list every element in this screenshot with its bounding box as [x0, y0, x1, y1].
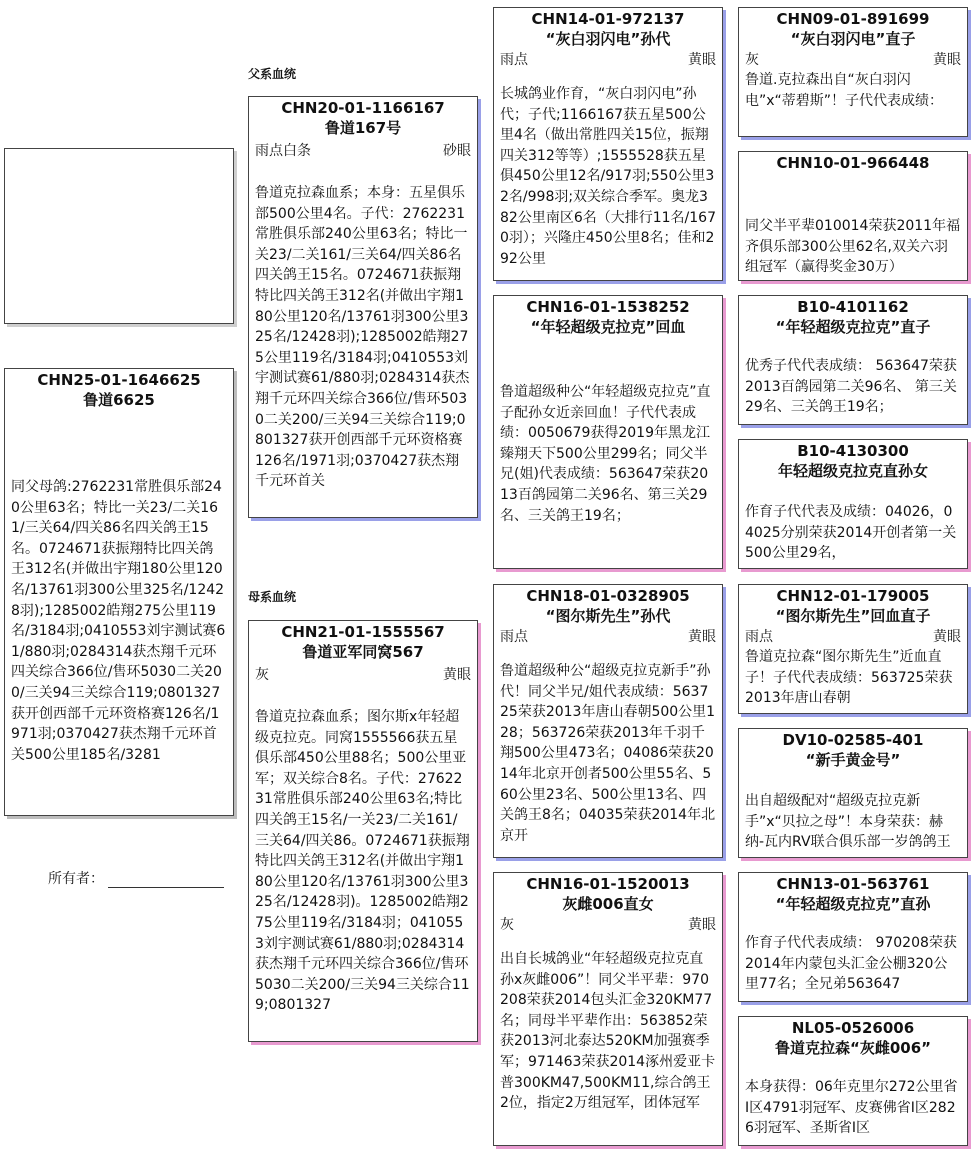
gg7-ring: CHN13-01-563761 [776, 875, 930, 893]
gg2-desc: 同父半平辈010014荣获2011年福齐俱乐部300公里62名,双关六羽组冠军（赢得奖金30万） [745, 218, 961, 276]
sire-dam-card [493, 295, 723, 569]
gg3-ring: B10-4101162 [797, 298, 909, 316]
sire-sire-ring: CHN14-01-972137 [531, 10, 685, 28]
dam-sire-card [493, 584, 723, 858]
dam-sire-eye: 黄眼 [688, 629, 716, 645]
gg7-desc: 作育子代代表成绩： 970208荣获2014年内蒙包头汇金公棚320公里77名；全兄弟563647 [745, 935, 957, 993]
gg5-desc: 鲁道克拉森“图尔斯先生”近血直子！子代代表成绩：563725荣获2013年唐山春朝 [745, 649, 953, 707]
gg1-desc: 鲁道.克拉森出自“灰白羽闪电”x“蒂碧斯”！子代代表成绩： [745, 72, 944, 109]
great-grandparent-card-5 [738, 584, 968, 714]
gg5-eye: 黄眼 [933, 629, 961, 645]
gg6-desc: 出自超级配对“超级克拉克新手”x“贝拉之母”！本身荣获：赫纳-瓦内RV联合俱乐部一岁鸽鸽王 [745, 793, 951, 851]
dam-dam-desc: 出自长城鸽业“年轻超级克拉克直孙x灰雌006”！同父半平辈：970208荣获2014包头汇金320KM77名；同母半平辈作出：563852荣获2013河北泰达520KM加强赛季军；971463荣获2014涿州爱亚卡普300KM47,500KM11,综合鸽王2位，指定2万组冠军，团体冠军 [500, 951, 716, 1112]
gg6-ring: DV10-02585-401 [782, 731, 924, 749]
sire-name: 鲁道167号 [324, 119, 402, 137]
gg2-name [739, 173, 967, 194]
great-grandparent-card-4 [738, 439, 968, 569]
sire-sire-card [493, 7, 723, 281]
gg3-name: “年轻超级克拉克”直子 [775, 318, 931, 336]
gg1-color: 灰 [745, 52, 759, 68]
dam-card [248, 620, 478, 1042]
dam-ring: CHN21-01-1555567 [281, 623, 445, 641]
great-grandparent-card-2 [738, 151, 968, 281]
sire-dam-ring: CHN16-01-1538252 [526, 298, 690, 316]
subject-card [4, 368, 234, 816]
subject-ring: CHN25-01-1646625 [37, 371, 201, 389]
sire-sire-meta [494, 50, 722, 70]
sire-color: 雨点白条 [255, 143, 311, 159]
gg5-meta [739, 627, 967, 647]
dam-name: 鲁道亚军同窝567 [302, 643, 424, 661]
dam-eye: 黄眼 [443, 667, 471, 683]
dam-sire-name: “图尔斯先生”孙代 [545, 607, 671, 625]
gg2-ring: CHN10-01-966448 [776, 154, 930, 172]
gg8-ring: NL05-0526006 [791, 1019, 915, 1037]
dam-meta [249, 665, 477, 685]
sire-sire-color: 雨点 [500, 52, 528, 68]
sire-sire-eye: 黄眼 [688, 52, 716, 68]
gg8-desc: 本身获得：06年克里尔272公里省I区4791羽冠军、皮赛佛省I区2826羽冠军、圣斯省I区 [745, 1079, 958, 1137]
dam-desc: 鲁道克拉森血系；图尔斯x年轻超级克拉克。同窝1555566获五星俱乐部450公里88名；500公里亚军；双关综合8名。子代：2762231常胜俱乐部240公里63名;特比四关鸽王15名/一关23/二关161/三关64/四关86。0724671获振翔特比四关鸽王312名(并做出宇翔180公里120名/13761羽300公里325名/12428羽)。1285002皓翔275公里119名/3184羽；0410553刘宇测试赛61/880羽;0284314获杰翔千元环四关综合366位/售环5030二关200/三关94三关综合119;0801327 [255, 709, 470, 1014]
father-line-label: 父系血统 [248, 67, 297, 81]
sire-ring: CHN20-01-1166167 [281, 99, 445, 117]
gg5-name: “图尔斯先生”回血直子 [775, 607, 931, 625]
gg6-name: “新手黄金号” [805, 751, 901, 769]
gg5-ring: CHN12-01-179005 [776, 587, 930, 605]
sire-meta [249, 141, 477, 161]
owner-field [48, 868, 224, 888]
dam-sire-ring: CHN18-01-0328905 [526, 587, 690, 605]
mother-line-label: 母系血统 [248, 590, 297, 604]
dam-dam-eye: 黄眼 [688, 917, 716, 933]
gg4-name: 年轻超级克拉克直孙女 [777, 462, 928, 480]
gg7-name: “年轻超级克拉克”直孙 [775, 895, 931, 913]
gg1-ring: CHN09-01-891699 [776, 10, 930, 28]
gg1-meta [739, 50, 967, 70]
gg8-name: 鲁道克拉森“灰雌006” [774, 1039, 932, 1057]
great-grandparent-card-1 [738, 7, 968, 137]
owner-label: 所有者： [48, 871, 104, 887]
sire-eye: 砂眼 [443, 143, 471, 159]
dam-dam-name: 灰雌006直女 [562, 895, 654, 913]
dam-dam-card [493, 872, 723, 1146]
sire-desc: 鲁道克拉森血系；本身：五星俱乐部500公里4名。子代：2762231常胜俱乐部240公里63名；特比一关23/二关161/三关64/四关86名四关鸽王15名。0724671获振翔特比四关鸽王312名(并做出宇翔180公里120名/13761羽300公里325名/12428羽);1285002皓翔275公里119名/3184羽;0410553刘宇测试赛61/880羽;0284314获杰翔千元环四关综合366位/售环5030二关200/三关94三关综合119;0801327获开创西部千元环资格赛126名/1971羽;0370427获杰翔千元环首关 [255, 185, 470, 490]
dam-color: 灰 [255, 667, 269, 683]
pigeon-photo-box [4, 148, 234, 324]
dam-sire-meta [494, 627, 722, 647]
great-grandparent-card-7 [738, 872, 968, 1002]
subject-desc: 同父母鸽:2762231常胜俱乐部240公里63名；特比一关23/二关161/三关64/四关86名四关鸽王15名。0724671获振翔特比四关鸽王312名(并做出宇翔180公里120名/13761羽300公里325名/12428羽);1285002皓翔275公里119名/3184羽;0410553刘宇测试赛61/880羽;0284314获杰翔千元环四关综合366位/售环5030二关200/三关94三关综合119;0801327获开创西部千元环资格赛126名/1971羽;0370427获杰翔千元环首关500公里185名/3281 [11, 479, 226, 763]
dam-dam-ring: CHN16-01-1520013 [526, 875, 690, 893]
gg1-eye: 黄眼 [933, 52, 961, 68]
gg4-ring: B10-4130300 [797, 442, 909, 460]
dam-dam-meta [494, 915, 722, 935]
dam-sire-color: 雨点 [500, 629, 528, 645]
great-grandparent-card-3 [738, 295, 968, 425]
great-grandparent-card-8 [738, 1016, 968, 1146]
gg3-desc: 优秀子代代表成绩： 563647荣获2013百鸽园第二关96名、 第三关29名、三关鸽王19名； [745, 358, 957, 416]
gg1-name: “灰白羽闪电”直子 [790, 30, 916, 48]
sire-dam-name: “年轻超级克拉克”回血 [530, 318, 686, 336]
dam-dam-color: 灰 [500, 917, 514, 933]
sire-dam-desc: 鲁道超级种公“年轻超级克拉克”直子配孙女近亲回血！子代代表成绩：0050679获得2019年黑龙江臻翔天下500公里299名；同父半兄(姐)代表成绩：563647荣获2013百鸽园第二关96名、第三关29名、三关鸽王19名； [500, 384, 711, 524]
sire-card [248, 96, 478, 518]
sire-sire-name: “灰白羽闪电”孙代 [545, 30, 671, 48]
great-grandparent-card-6 [738, 728, 968, 858]
sire-sire-desc: 长城鸽业作育，“灰白羽闪电”孙代；子代;1166167获五星500公里4名（做出常胜四关15位，振翔四关312等等）;1555528获五星俱450公里12名/917羽;550公里32名/998羽;双关综合季军。奥龙382公里南区6名（大排行11名/1670羽）；兴隆庄450公里8名；佳和292公里 [500, 86, 716, 267]
gg5-color: 雨点 [745, 629, 773, 645]
subject-name: 鲁道6625 [83, 391, 155, 409]
dam-sire-desc: 鲁道超级种公“超级克拉克新手”孙代！同父半兄/姐代表成绩：563725荣获2013年唐山春朝500公里128；563726荣获2013年千羽千翔500公里473名；04086荣获2014年北京开创者500公里55名、560公里23名、500公里13名、四关鸽王8名；04035荣获2014年北京开 [500, 663, 716, 844]
owner-line [108, 887, 224, 888]
gg4-desc: 作育子代代表及成绩：04026，04025分别荣获2014开创者第一关500公里29名， [745, 504, 957, 562]
